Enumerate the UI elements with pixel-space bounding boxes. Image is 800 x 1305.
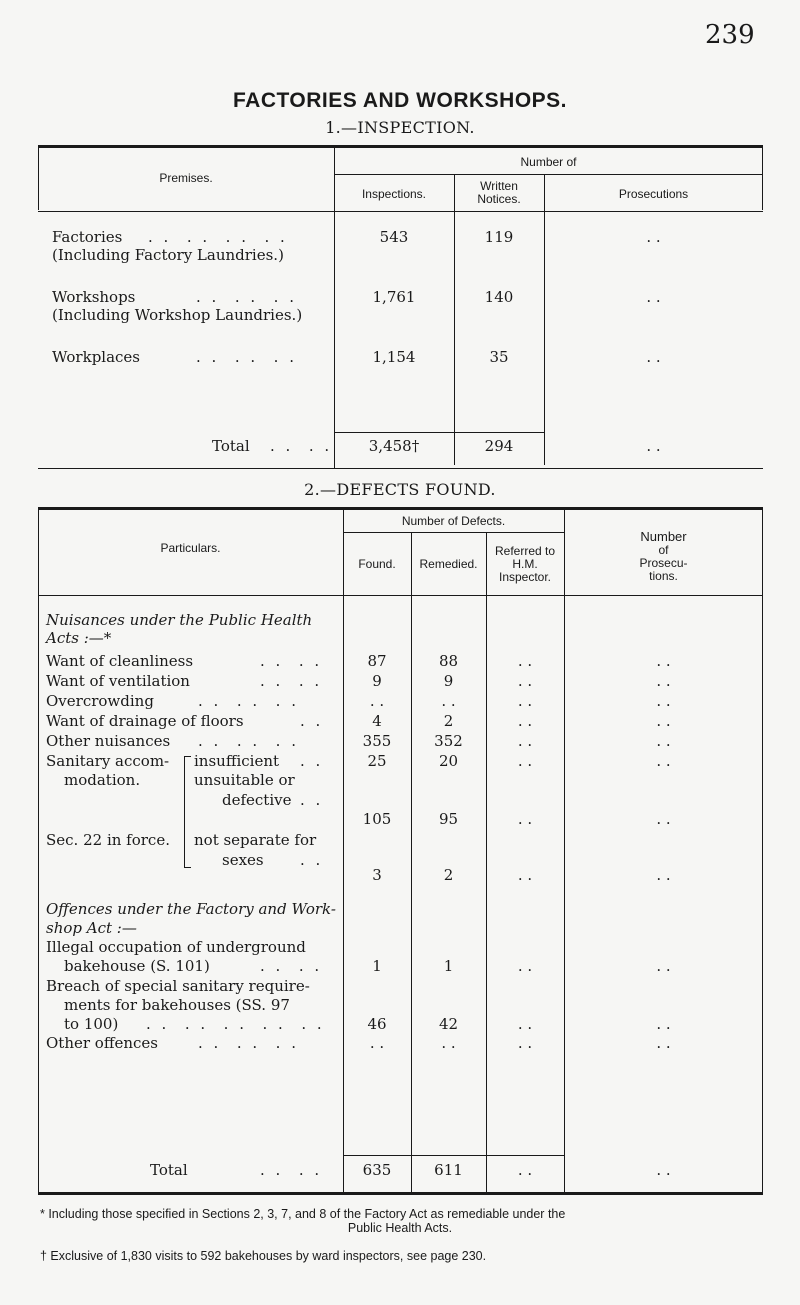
col-header-inspections: Inspections. [361,187,427,201]
row-label: ments for bakehouses (SS. 97 [64,996,290,1014]
sanitary-label: Sanitary accom- [46,752,170,770]
col-header-number-of-defects: Number of Defects. [401,514,506,528]
header-line: Number [640,529,687,544]
col-divider [564,509,565,1194]
cell-remedied: 42 [438,1015,459,1033]
group-heading: Acts :—* [46,629,112,647]
cell-referred: . . [517,752,533,770]
cell-referred: . . [517,957,533,975]
total-rule [334,432,544,433]
leader-dots: . . . . [260,957,323,975]
table-bottom-rule [38,1192,763,1195]
leader-dots: . . [300,752,324,770]
leader-dots: . . . . . . [198,732,299,750]
header-line: Written [480,179,518,193]
header-divider [343,532,564,533]
cell-referred: . . [517,712,533,730]
leader-dots: . . [300,791,324,809]
cell-prosecutions: . . [656,732,671,750]
cell-prosecutions: . . [656,1015,671,1033]
cell-found: 9 [372,672,382,690]
cell-prosecutions: . . [656,752,671,770]
total-prosecutions: . . [646,437,661,455]
cell-found: 4 [372,712,382,730]
total-remedied: 611 [434,1161,463,1179]
leader-dots: . . . . [260,652,323,670]
total-inspections: 3,458† [368,437,420,455]
cell-remedied: 352 [434,732,463,750]
cell-found: . . [369,1034,385,1052]
cell-remedied: . . [441,1034,456,1052]
row-label: Want of ventilation [46,672,190,690]
row-label: not separate for [194,831,317,849]
row-label: bakehouse (S. 101) [64,957,210,975]
col-divider [454,175,455,465]
table-top-rule [38,507,763,510]
cell-prosecutions: . . [656,957,671,975]
row-label: defective [222,791,292,809]
cell-found: 3 [372,866,382,884]
header-line: Referred to [494,544,556,558]
cell-found: 1 [372,957,382,975]
cell-prosecutions: . . [656,1034,671,1052]
header-divider [334,174,763,175]
row-label: sexes [222,851,264,869]
cell-prosecutions: . . [656,692,671,710]
cell-referred: . . [517,672,533,690]
row-label: Want of cleanliness [46,652,194,670]
row-label: Breach of special sanitary require- [46,977,310,995]
row-label: Want of drainage of floors [46,712,244,730]
total-rule [343,1155,564,1156]
col-header-prosecutions: Prosecutions [618,187,689,201]
leader-dots: . . . . . . [196,348,297,366]
row-sublabel: (Including Factory Laundries.) [52,246,284,264]
total-found: 635 [362,1161,392,1179]
header-line: tions. [649,569,678,583]
cell-referred: . . [517,732,533,750]
row-label: Overcrowding [46,692,154,710]
total-notices: 294 [484,437,514,455]
cell-found: 87 [367,652,387,670]
total-label: Total [212,437,250,455]
inspection-section-title: 1.—INSPECTION. [325,118,475,137]
brace [184,756,191,868]
cell-prosecutions: . . [656,652,671,670]
col-header-written-notices [454,180,544,206]
cell-prosecutions: . . [656,810,671,828]
cell-inspections: 543 [379,228,409,246]
total-prosecutions: . . [656,1161,671,1179]
cell-found: . . [369,692,385,710]
leader-dots: . . . . . . [196,288,297,306]
border-left [38,509,39,1194]
row-label: Illegal occupation of underground [46,938,306,956]
leader-dots: . . . . [270,437,333,455]
leader-dots: . . . . [260,672,323,690]
header-line: Prosecu- [639,556,688,570]
cell-referred: . . [517,692,533,710]
row-label: to 100) [64,1015,119,1033]
cell-remedied: 9 [443,672,454,690]
header-bottom-rule [38,211,763,212]
footnote-line: * Including those specified in Sections 2, 3, 7, and 8 of the Factory Act as remediable under the [40,1207,566,1221]
cell-remedied: 95 [438,810,459,828]
cell-referred: . . [517,866,533,884]
row-label: Other offences [46,1034,159,1052]
cell-inspections: 1,154 [372,348,416,366]
row-label: Factories [52,228,123,246]
leader-dots: . . . . . . . . . . [146,1015,325,1033]
cell-found: 355 [362,732,392,750]
row-label: Other nuisances [46,732,171,750]
header-line: Inspector. [498,570,552,584]
cell-prosecutions: . . [646,288,661,306]
row-label: Workplaces [52,348,141,366]
cell-notices: 140 [484,288,514,306]
row-label: insufficient [194,752,280,770]
row-sublabel: (Including Workshop Laundries.) [52,306,303,324]
col-divider [411,533,412,1192]
leader-dots: . . [300,712,324,730]
cell-prosecutions: . . [656,672,671,690]
group-heading: shop Act :— [46,919,137,937]
cell-notices: 35 [489,348,509,366]
cell-remedied: 20 [438,752,459,770]
row-label: Workshops [52,288,136,306]
cell-inspections: 1,761 [372,288,416,306]
footnote-star [40,1207,760,1235]
sanitary-label: modation. [64,771,141,789]
total-label: Total [150,1161,188,1179]
col-header-prosecutions [564,530,763,583]
sanitary-label: Sec. 22 in force. [46,831,170,849]
footnote-line: Public Health Acts. [347,1221,453,1235]
group-heading: Offences under the Factory and Work- [46,900,336,918]
header-line: H.M. [512,557,538,571]
col-divider [343,509,344,1194]
cell-referred: . . [517,1034,533,1052]
cell-remedied: 88 [438,652,459,670]
table-bottom-rule [38,468,763,469]
defects-section-title: 2.—DEFECTS FOUND. [304,480,496,499]
cell-prosecutions: . . [646,228,661,246]
header-line: Notices. [477,192,521,206]
cell-remedied: 1 [443,957,454,975]
page-number: 239 [705,20,755,50]
col-header-particulars: Particulars. [160,541,221,555]
border-right [762,509,763,1194]
cell-referred: . . [517,1015,533,1033]
cell-prosecutions: . . [656,712,671,730]
leader-dots: . . . . . . [198,692,299,710]
header-line: of [658,543,669,557]
cell-found: 25 [367,752,387,770]
col-header-remedied: Remedied. [419,557,478,571]
cell-found: 105 [362,810,392,828]
cell-prosecutions: . . [646,348,661,366]
cell-remedied: 2 [443,712,454,730]
col-header-found: Found. [358,557,396,571]
col-divider [544,175,545,465]
table-top-rule [38,145,763,148]
col-header-number-of: Number of [520,155,577,169]
col-divider [486,533,487,1192]
page-title: FACTORIES AND WORKSHOPS. [232,89,568,112]
cell-referred: . . [517,652,533,670]
leader-dots: . . [300,851,324,869]
total-referred: . . [517,1161,533,1179]
cell-prosecutions: . . [656,866,671,884]
cell-found: 46 [367,1015,387,1033]
leader-dots: . . . . . . . . [148,228,288,246]
leader-dots: . . . . [260,1161,323,1179]
leader-dots: . . . . . . [198,1034,299,1052]
footnote-dagger: † Exclusive of 1,830 visits to 592 bakehouses by ward inspectors, see page 230. [40,1249,487,1263]
header-bottom-rule [38,595,763,596]
group-heading: Nuisances under the Public Health [46,611,313,629]
cell-remedied: . . [441,692,456,710]
cell-remedied: 2 [443,866,454,884]
row-label: unsuitable or [194,771,295,789]
col-header-referred [486,545,564,584]
col-header-premises: Premises. [159,171,213,185]
cell-notices: 119 [484,228,514,246]
cell-referred: . . [517,810,533,828]
